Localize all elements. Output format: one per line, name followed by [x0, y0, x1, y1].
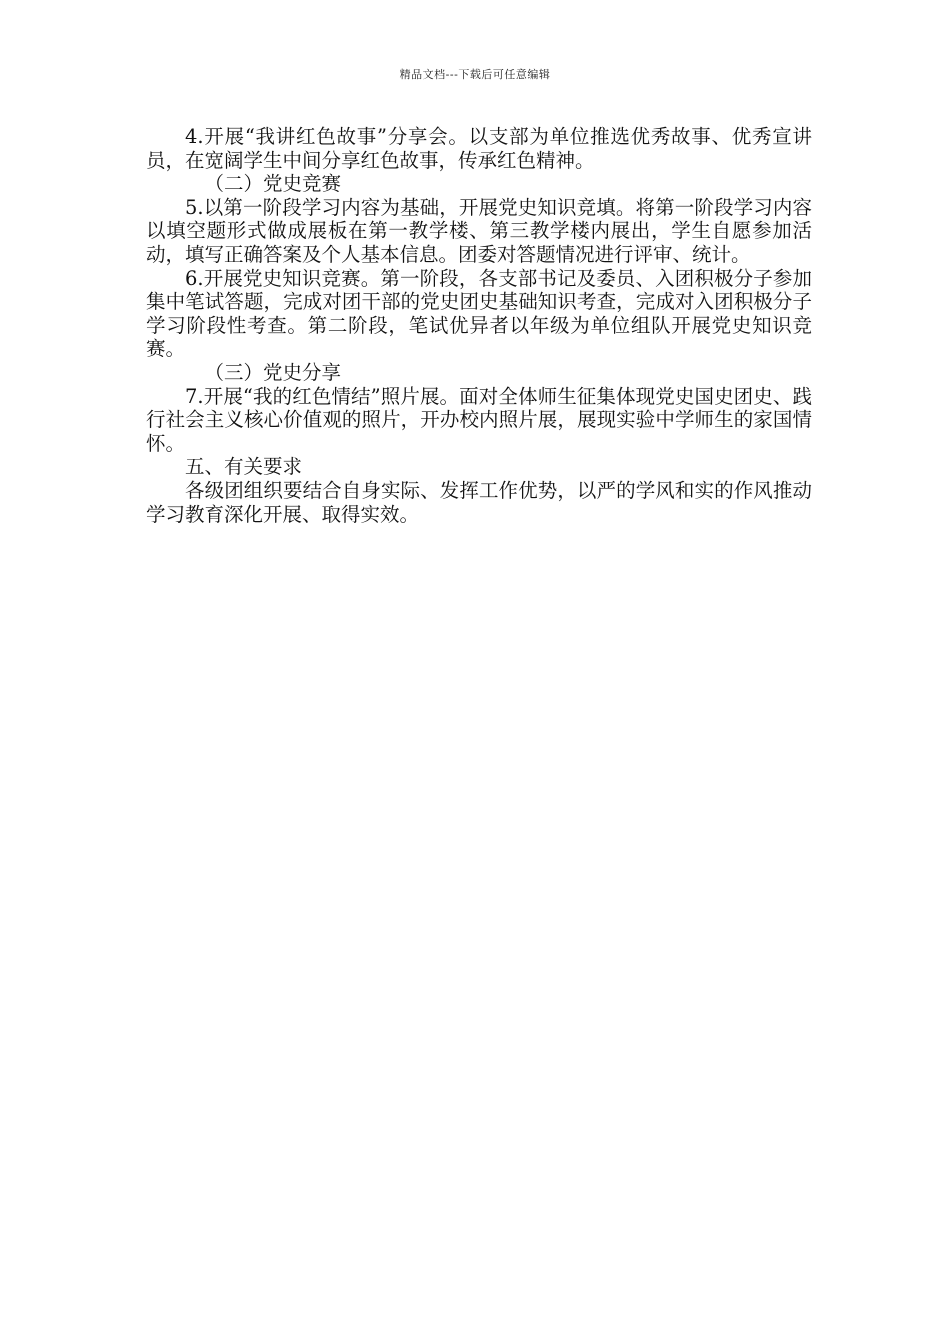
subheading-party-history-sharing: （三）党史分享 — [204, 360, 342, 384]
paragraph-item-5: 5.以第一阶段学习内容为基础，开展党史知识竞填。将第一阶段学习内容以填空题形式做成展板在第一教学楼、第三教学楼内展出，学生自愿参加活动，填写正确答案及个人基本信息。团委对答题情况进行评审、统计。 — [146, 195, 812, 266]
document-body — [146, 125, 812, 526]
subheading-party-history-contest: （二）党史竞赛 — [204, 172, 342, 196]
paragraph-requirements: 各级团组织要结合自身实际、发挥工作优势，以严的学风和实的作风推动学习教育深化开展、取得实效。 — [146, 478, 812, 526]
section-heading-requirements: 五、有关要求 — [185, 455, 303, 479]
paragraph-item-4: 4.开展“我讲红色故事”分享会。以支部为单位推选优秀故事、优秀宣讲员，在宽阔学生中间分享红色故事，传承红色精神。 — [146, 125, 812, 172]
paragraph-item-6: 6.开展党史知识竞赛。第一阶段，各支部书记及委员、入团积极分子参加集中笔试答题，完成对团干部的党史团史基础知识考查，完成对入团积极分子学习阶段性考查。第二阶段，笔试优异者以年级为单位组队开展党史知识竞赛。 — [146, 266, 812, 361]
page-header: 精品文档---下载后可任意编辑 — [399, 68, 551, 81]
paragraph-item-7: 7.开展“我的红色情结”照片展。面对全体师生征集体现党史国史团史、践行社会主义核心价值观的照片，开办校内照片展，展现实验中学师生的家国情怀。 — [146, 384, 812, 455]
